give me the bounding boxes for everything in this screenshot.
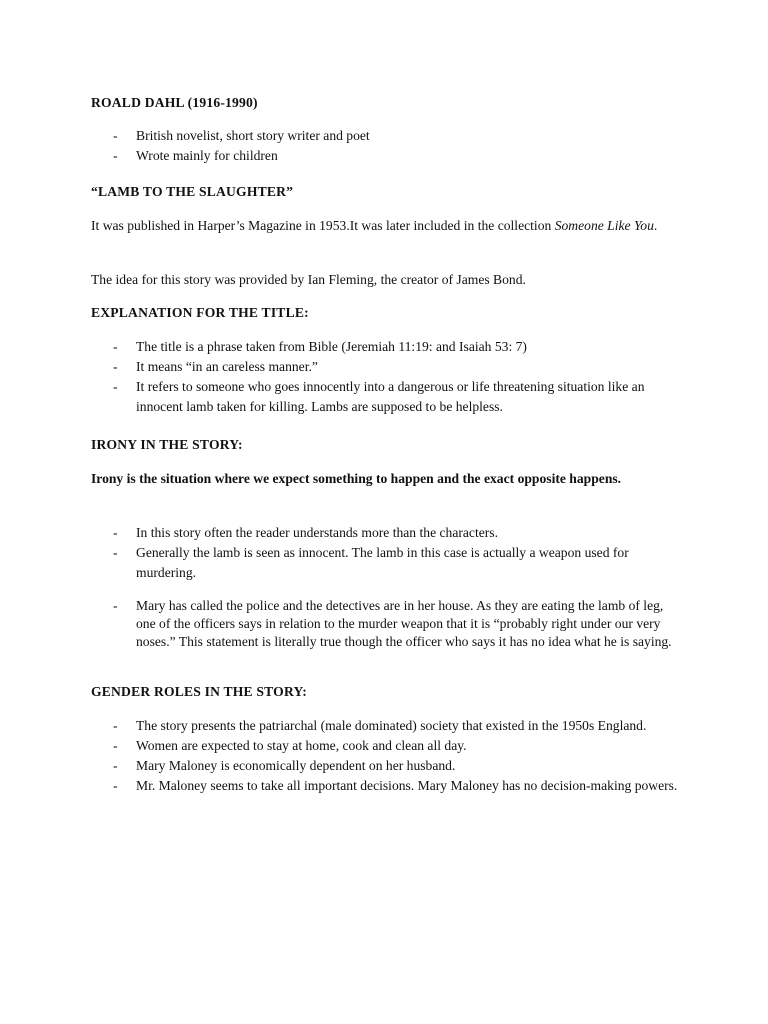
author-heading: ROALD DAHL (1916-1990) <box>91 95 258 110</box>
collection-title: Someone Like You <box>554 218 654 233</box>
gender-heading: GENDER ROLES IN THE STORY: <box>91 684 307 699</box>
list-item: - The story presents the patriarchal (male dominated) society that existed in the 1950s England. <box>113 718 647 733</box>
list-item: - Generally the lamb is seen as innocent. The lamb in this case is actually a weapon used for murdering. <box>113 545 629 580</box>
list-item: - Mr. Maloney seems to take all important decisions. Mary Maloney has no decision-making powers. <box>113 778 678 793</box>
irony-definition: Irony is the situation where we expect something to happen and the exact opposite happens. <box>91 471 622 486</box>
list-item: - Mary Maloney is economically dependent on her husband. <box>113 758 456 773</box>
irony-heading: IRONY IN THE STORY: <box>91 437 243 452</box>
title-list <box>91 337 681 417</box>
list-item: - Mary has called the police and the detectives are in her house. As they are eating the lamb of leg, one of the officers says in relation to the murder weapon that it is “probably right under our very noses.” This statement is literally true though the officer who says it has no idea what he is saying. <box>113 598 672 649</box>
list-item: - The title is a phrase taken from Bible (Jeremiah 11:19: and Isaiah 53: 7) <box>113 339 527 354</box>
story-heading: “LAMB TO THE SLAUGHTER” <box>91 184 294 199</box>
gender-list <box>91 716 681 796</box>
list-item: - In this story often the reader understands more than the characters. <box>113 525 498 540</box>
list-item: - Wrote mainly for children <box>113 148 278 163</box>
list-item: - It refers to someone who goes innocently into a dangerous or life threatening situation like an innocent lamb taken for killing. Lambs are supposed to be helpless. <box>113 379 645 414</box>
idea-paragraph: The idea for this story was provided by Ian Fleming, the creator of James Bond. <box>91 272 526 287</box>
author-list <box>91 126 681 166</box>
irony-list <box>91 523 681 651</box>
list-item: - Women are expected to stay at home, cook and clean all day. <box>113 738 467 753</box>
title-heading: EXPLANATION FOR THE TITLE: <box>91 305 309 320</box>
published-paragraph: It was published in Harper’s Magazine in 1953.It was later included in the collection Someone Like You. <box>91 218 658 233</box>
list-item: - British novelist, short story writer and poet <box>113 128 370 143</box>
list-item: - It means “in an careless manner.” <box>113 359 318 374</box>
